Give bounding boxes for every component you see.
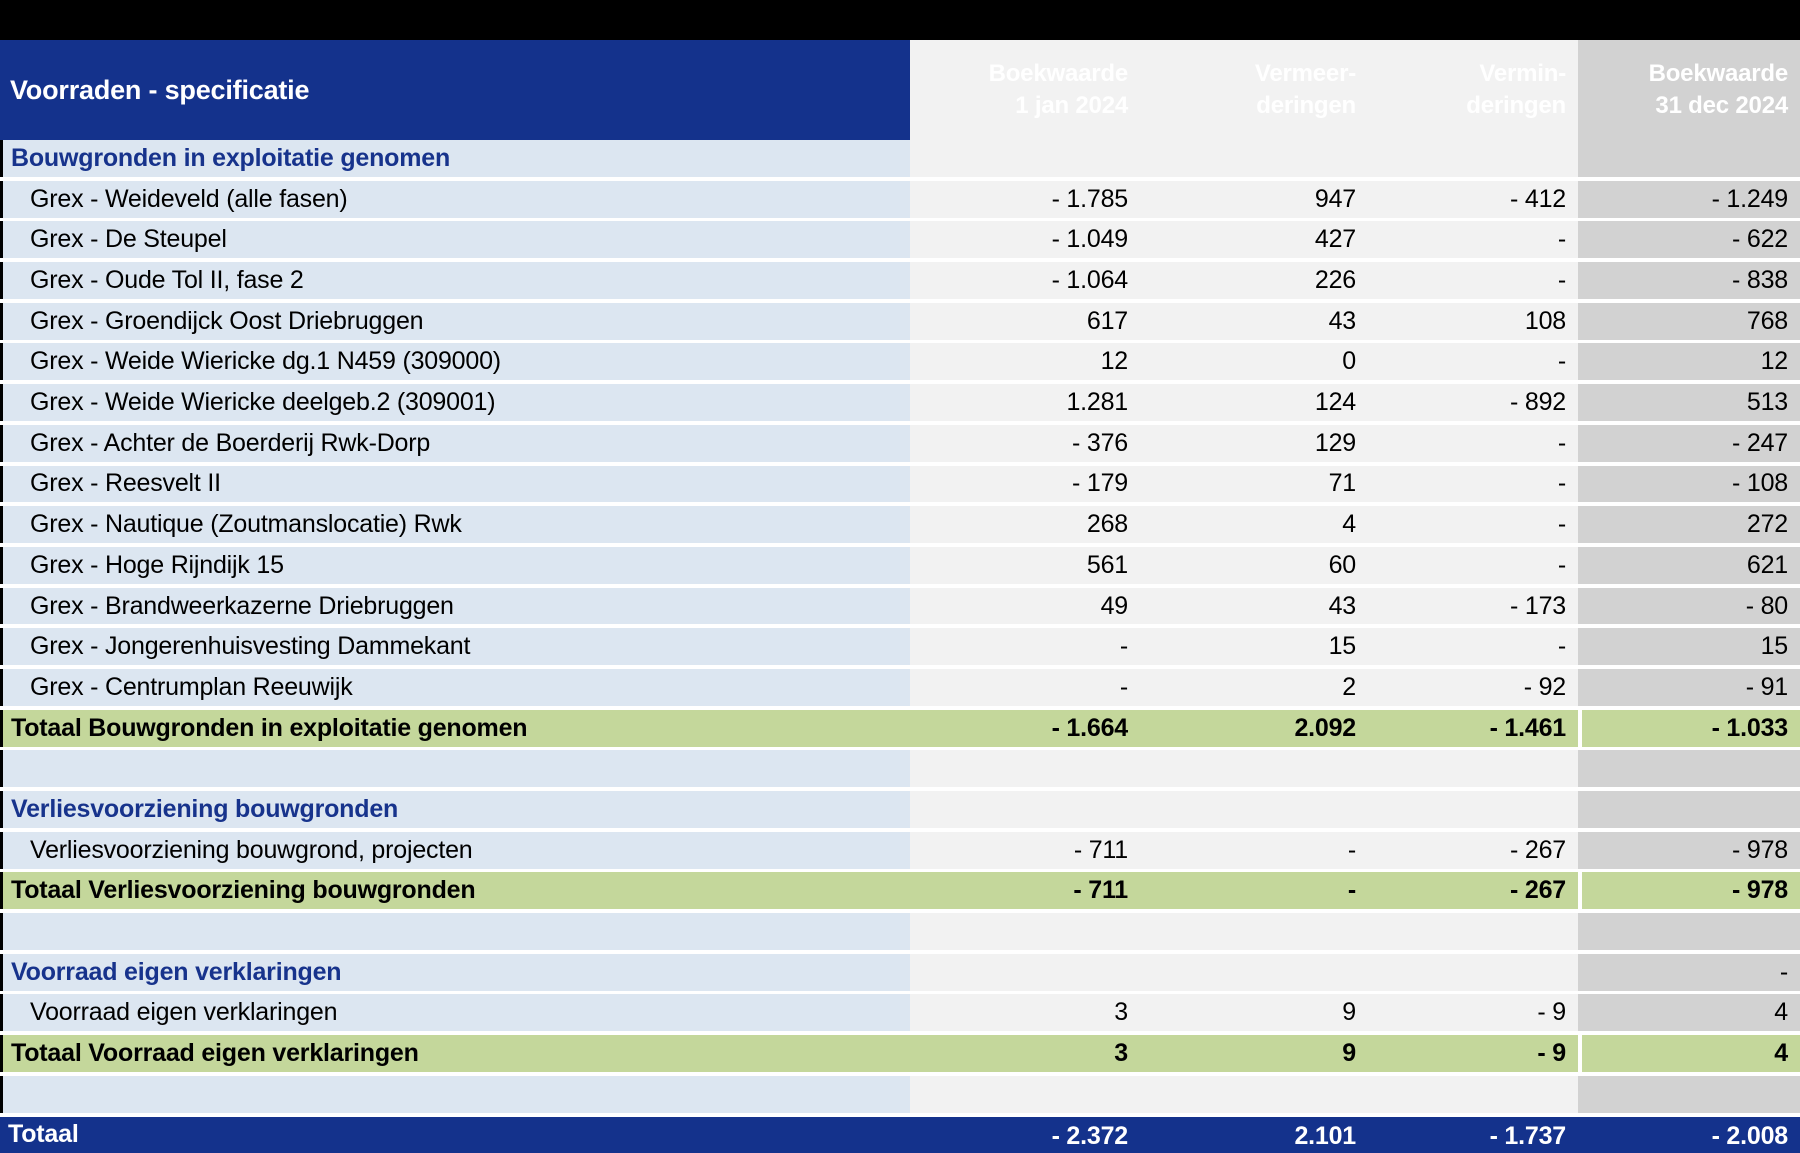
cell-value: [1140, 1076, 1368, 1113]
cell-value: -: [1140, 872, 1368, 909]
cell-value: 0: [1140, 343, 1368, 380]
row-label: Grex - Groendijck Oost Driebruggen: [0, 303, 910, 340]
cell-value: [1368, 140, 1578, 177]
cell-value: 617: [910, 303, 1140, 340]
row-label: Totaal Verliesvoorziening bouwgronden: [0, 872, 910, 909]
column-header-line: 31 dec 2024: [1655, 92, 1788, 119]
cell-value: 3: [910, 1035, 1140, 1072]
cell-value: -: [1368, 547, 1578, 584]
table-body: [0, 140, 1800, 1153]
cell-value: - 838: [1578, 262, 1800, 299]
cell-value: 4: [1578, 994, 1800, 1031]
cell-value: - 892: [1368, 384, 1578, 421]
subtotal-row: [0, 1035, 1800, 1072]
column-header-boekwaarde-1jan: [910, 40, 1140, 140]
cell-value: [1578, 791, 1800, 828]
cell-value: 43: [1140, 303, 1368, 340]
row-label: [0, 913, 910, 950]
table-row: [0, 384, 1800, 421]
spacer-row: [0, 1076, 1800, 1113]
column-header-line: deringen: [1256, 92, 1356, 119]
cell-value: 226: [1140, 262, 1368, 299]
table-row: [0, 343, 1800, 380]
cell-value: [1140, 954, 1368, 991]
cell-value: [910, 140, 1140, 177]
cell-value: -: [910, 669, 1140, 706]
grand-total-row: [0, 1117, 1800, 1153]
cell-value: 12: [1578, 343, 1800, 380]
table-row: [0, 832, 1800, 869]
cell-value: 15: [1140, 628, 1368, 665]
cell-value: [1368, 1076, 1578, 1113]
spacer-row: [0, 913, 1800, 950]
column-header-line: Boekwaarde: [988, 60, 1128, 87]
cell-value: [910, 913, 1140, 950]
section-header-row: [0, 791, 1800, 828]
cell-value: - 1.785: [910, 181, 1140, 218]
row-label: Grex - Centrumplan Reeuwijk: [0, 669, 910, 706]
cell-value: -: [1368, 262, 1578, 299]
row-label: Totaal: [0, 1117, 910, 1153]
cell-value: 2.101: [1140, 1117, 1368, 1153]
cell-value: - 711: [910, 832, 1140, 869]
column-header-line: deringen: [1466, 92, 1566, 119]
cell-value: - 9: [1368, 994, 1578, 1031]
cell-value: - 1.049: [910, 221, 1140, 258]
cell-value: 268: [910, 506, 1140, 543]
row-label: Grex - Brandweerkazerne Driebruggen: [0, 588, 910, 625]
cell-value: - 2.372: [910, 1117, 1140, 1153]
row-label: Grex - Hoge Rijndijk 15: [0, 547, 910, 584]
table-row: [0, 628, 1800, 665]
cell-value: 71: [1140, 466, 1368, 503]
column-header-boekwaarde-31dec: [1578, 40, 1800, 140]
table-row: [0, 994, 1800, 1031]
cell-value: - 978: [1578, 872, 1800, 909]
table-row: [0, 221, 1800, 258]
cell-value: 272: [1578, 506, 1800, 543]
cell-value: [1368, 954, 1578, 991]
voorraden-specificatie-table: [0, 40, 1800, 1153]
cell-value: [910, 954, 1140, 991]
cell-value: [1140, 750, 1368, 787]
column-header-vermeerderingen: [1140, 40, 1368, 140]
row-label: Grex - Nautique (Zoutmanslocatie) Rwk: [0, 506, 910, 543]
cell-value: -: [1578, 954, 1800, 991]
cell-value: 513: [1578, 384, 1800, 421]
cell-value: 108: [1368, 303, 1578, 340]
table-row: [0, 506, 1800, 543]
row-label: Totaal Voorraad eigen verklaringen: [0, 1035, 910, 1072]
row-label: Grex - Weide Wiericke deelgeb.2 (309001): [0, 384, 910, 421]
cell-value: - 376: [910, 425, 1140, 462]
cell-value: 12: [910, 343, 1140, 380]
cell-value: [1140, 913, 1368, 950]
row-label: Grex - Reesvelt II: [0, 466, 910, 503]
cell-value: - 622: [1578, 221, 1800, 258]
cell-value: - 247: [1578, 425, 1800, 462]
cell-value: - 267: [1368, 872, 1578, 909]
cell-value: [1140, 791, 1368, 828]
cell-value: -: [1368, 221, 1578, 258]
row-label: Verliesvoorziening bouwgrond, projecten: [0, 832, 910, 869]
cell-value: 9: [1140, 1035, 1368, 1072]
cell-value: -: [910, 628, 1140, 665]
cell-value: 124: [1140, 384, 1368, 421]
cell-value: 43: [1140, 588, 1368, 625]
cell-value: - 179: [910, 466, 1140, 503]
column-header-verminderingen: [1368, 40, 1578, 140]
cell-value: 2: [1140, 669, 1368, 706]
cell-value: - 9: [1368, 1035, 1578, 1072]
table-row: [0, 466, 1800, 503]
row-label: Grex - De Steupel: [0, 221, 910, 258]
cell-value: -: [1368, 506, 1578, 543]
column-header-line: 1 jan 2024: [1015, 92, 1128, 119]
cell-value: 1.281: [910, 384, 1140, 421]
cell-value: 2.092: [1140, 710, 1368, 747]
cell-value: 947: [1140, 181, 1368, 218]
cell-value: - 711: [910, 872, 1140, 909]
table-row: [0, 262, 1800, 299]
row-label: Grex - Achter de Boerderij Rwk-Dorp: [0, 425, 910, 462]
cell-value: [1578, 750, 1800, 787]
cell-value: [1368, 913, 1578, 950]
cell-value: 427: [1140, 221, 1368, 258]
row-label: Grex - Jongerenhuisvesting Dammekant: [0, 628, 910, 665]
column-header-line: Boekwaarde: [1648, 60, 1788, 87]
cell-value: - 80: [1578, 588, 1800, 625]
cell-value: - 2.008: [1578, 1117, 1800, 1153]
table-title: Voorraden - specificatie: [10, 74, 310, 105]
table-header: [0, 40, 1800, 140]
cell-value: 4: [1578, 1035, 1800, 1072]
cell-value: -: [1368, 343, 1578, 380]
row-label: Voorraad eigen verklaringen: [0, 994, 910, 1031]
cell-value: - 108: [1578, 466, 1800, 503]
row-label: Verliesvoorziening bouwgronden: [0, 791, 910, 828]
cell-value: 561: [910, 547, 1140, 584]
cell-value: 60: [1140, 547, 1368, 584]
cell-value: 768: [1578, 303, 1800, 340]
cell-value: 3: [910, 994, 1140, 1031]
column-header-line: Vermeer-: [1254, 60, 1356, 87]
cell-value: - 1.461: [1368, 710, 1578, 747]
top-black-band: [0, 0, 1800, 40]
cell-value: 9: [1140, 994, 1368, 1031]
cell-value: - 1.064: [910, 262, 1140, 299]
row-label: Grex - Weide Wiericke dg.1 N459 (309000): [0, 343, 910, 380]
section-header-row: [0, 140, 1800, 177]
spacer-row: [0, 750, 1800, 787]
cell-value: 15: [1578, 628, 1800, 665]
row-label: Bouwgronden in exploitatie genomen: [0, 140, 910, 177]
subtotal-row: [0, 872, 1800, 909]
row-label: Grex - Oude Tol II, fase 2: [0, 262, 910, 299]
row-label: [0, 1076, 910, 1113]
cell-value: [1578, 140, 1800, 177]
cell-value: [1578, 913, 1800, 950]
row-label: [0, 750, 910, 787]
section-header-row: [0, 954, 1800, 991]
cell-value: -: [1368, 628, 1578, 665]
cell-value: - 412: [1368, 181, 1578, 218]
row-label: Grex - Weideveld (alle fasen): [0, 181, 910, 218]
row-label: Voorraad eigen verklaringen: [0, 954, 910, 991]
cell-value: - 978: [1578, 832, 1800, 869]
cell-value: - 1.249: [1578, 181, 1800, 218]
table-row: [0, 425, 1800, 462]
cell-value: -: [1368, 466, 1578, 503]
cell-value: - 1.664: [910, 710, 1140, 747]
cell-value: [1368, 791, 1578, 828]
subtotal-row: [0, 710, 1800, 747]
cell-value: 49: [910, 588, 1140, 625]
cell-value: 4: [1140, 506, 1368, 543]
cell-value: - 1.737: [1368, 1117, 1578, 1153]
table-row: [0, 547, 1800, 584]
table-row: [0, 303, 1800, 340]
cell-value: - 173: [1368, 588, 1578, 625]
table-row: [0, 669, 1800, 706]
column-header-line: Vermin-: [1479, 60, 1566, 87]
cell-value: [910, 791, 1140, 828]
cell-value: 129: [1140, 425, 1368, 462]
cell-value: - 267: [1368, 832, 1578, 869]
cell-value: - 1.033: [1578, 710, 1800, 747]
cell-value: [910, 1076, 1140, 1113]
cell-value: -: [1140, 832, 1368, 869]
cell-value: [1140, 140, 1368, 177]
cell-value: - 91: [1578, 669, 1800, 706]
table-row: [0, 181, 1800, 218]
cell-value: 621: [1578, 547, 1800, 584]
table-row: [0, 588, 1800, 625]
cell-value: - 92: [1368, 669, 1578, 706]
cell-value: [1368, 750, 1578, 787]
cell-value: [1578, 1076, 1800, 1113]
cell-value: -: [1368, 425, 1578, 462]
cell-value: [910, 750, 1140, 787]
row-label: Totaal Bouwgronden in exploitatie genomen: [0, 710, 910, 747]
